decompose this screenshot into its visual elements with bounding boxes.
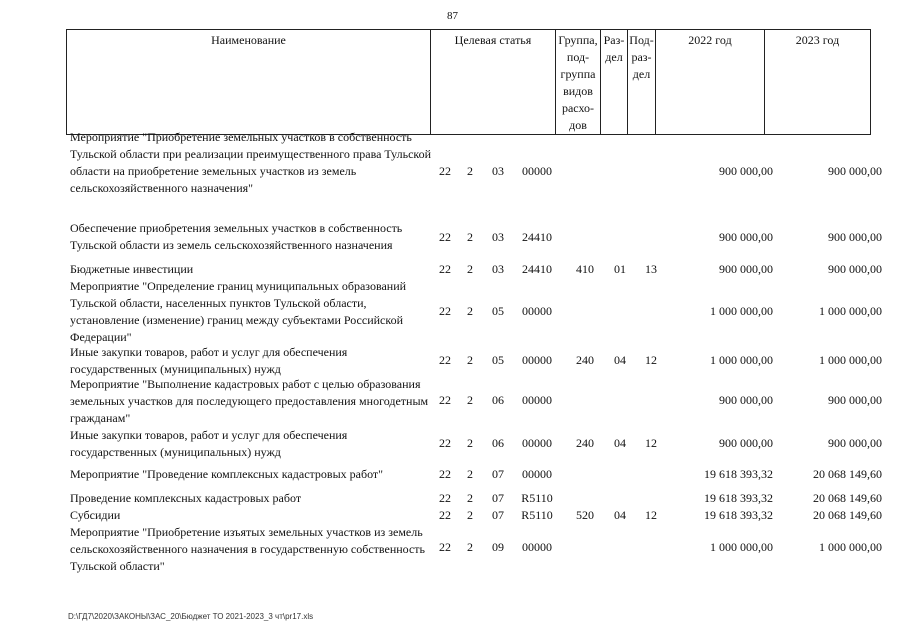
target-program: 22 <box>439 262 451 276</box>
target-program: 22 <box>439 164 451 178</box>
target-subprogram: 2 <box>467 467 473 481</box>
target-event: 06 <box>492 393 504 407</box>
target-direction: R5110 <box>521 508 553 522</box>
row-name: Иные закупки товаров, работ и услуг для обеспечения государственных (муниципальных) нужд <box>70 428 348 459</box>
row-name: Мероприятие "Приобретение земельных участков в собственность Тульской области при реализации преимущественного права Тульской области на приобретение земельных участков из земель сельскохозяйственного назначения" <box>70 130 432 195</box>
target-event: 06 <box>492 436 504 450</box>
amount-2022: 900 000,00 <box>719 436 773 450</box>
section-code: 01 <box>614 262 626 276</box>
subsection-code: 12 <box>645 436 657 450</box>
target-event: 07 <box>492 467 504 481</box>
amount-2023: 900 000,00 <box>828 164 882 178</box>
target-program: 22 <box>439 508 451 522</box>
header-target-article: Целевая статья <box>431 30 556 135</box>
subsection-code: 12 <box>645 508 657 522</box>
expense-group: 240 <box>576 436 594 450</box>
amount-2023: 1 000 000,00 <box>819 304 882 318</box>
amount-2022: 19 618 393,32 <box>704 508 773 522</box>
target-subprogram: 2 <box>467 393 473 407</box>
row-name: Мероприятие "Выполнение кадастровых работ с целью образования земельных участков для последующего предоставления многодетным гражданам" <box>70 377 429 425</box>
target-program: 22 <box>439 491 451 505</box>
target-subprogram: 2 <box>467 508 473 522</box>
target-direction: 24410 <box>522 230 552 244</box>
target-direction: 00000 <box>522 467 552 481</box>
target-event: 03 <box>492 262 504 276</box>
header-subsection: Под-раз-дел <box>628 30 656 135</box>
target-direction: 00000 <box>522 304 552 318</box>
target-program: 22 <box>439 540 451 554</box>
amount-2023: 20 068 149,60 <box>813 467 882 481</box>
header-year-2023: 2023 год <box>765 30 871 135</box>
target-direction: 00000 <box>522 436 552 450</box>
target-subprogram: 2 <box>467 230 473 244</box>
row-name: Иные закупки товаров, работ и услуг для обеспечения государственных (муниципальных) нужд <box>70 345 348 376</box>
expense-group: 240 <box>576 353 594 367</box>
target-subprogram: 2 <box>467 491 473 505</box>
file-path-footer: D:\ГД7\2020\ЗАКОНЫ\ЗАС_20\Бюджет ТО 2021-2023_3 чт\pr17.xls <box>68 612 314 621</box>
target-program: 22 <box>439 304 451 318</box>
amount-2023: 900 000,00 <box>828 436 882 450</box>
amount-2022: 19 618 393,32 <box>704 467 773 481</box>
section-code: 04 <box>614 353 626 367</box>
row-name: Мероприятие "Приобретение изъятых земельных участков из земель сельскохозяйственного назначения в государственную собственность Тульской области" <box>70 525 426 573</box>
amount-2023: 900 000,00 <box>828 262 882 276</box>
target-program: 22 <box>439 393 451 407</box>
target-program: 22 <box>439 467 451 481</box>
target-program: 22 <box>439 436 451 450</box>
target-subprogram: 2 <box>467 540 473 554</box>
section-code: 04 <box>614 508 626 522</box>
row-name: Обеспечение приобретения земельных участков в собственность Тульской области из земель сельскохозяйственного назначения <box>70 221 403 252</box>
expense-group: 410 <box>576 262 594 276</box>
target-subprogram: 2 <box>467 164 473 178</box>
target-event: 05 <box>492 353 504 367</box>
row-name: Субсидии <box>70 508 121 522</box>
target-event: 07 <box>492 508 504 522</box>
amount-2022: 19 618 393,32 <box>704 491 773 505</box>
subsection-code: 13 <box>645 262 657 276</box>
target-program: 22 <box>439 353 451 367</box>
target-subprogram: 2 <box>467 262 473 276</box>
amount-2022: 1 000 000,00 <box>710 540 773 554</box>
target-direction: 00000 <box>522 393 552 407</box>
expense-group: 520 <box>576 508 594 522</box>
amount-2023: 1 000 000,00 <box>819 540 882 554</box>
amount-2023: 1 000 000,00 <box>819 353 882 367</box>
row-name: Мероприятие "Проведение комплексных кадастровых работ" <box>70 467 384 481</box>
target-direction: 00000 <box>522 540 552 554</box>
header-expense-group: Группа, под-группа видов расхо-дов <box>556 30 601 135</box>
target-direction: 00000 <box>522 164 552 178</box>
target-direction: R5110 <box>521 491 553 505</box>
amount-2022: 900 000,00 <box>719 164 773 178</box>
row-name: Мероприятие "Определение границ муниципальных образований Тульской области, населенных пунктов Тульской области, установление (изменение) границ между субъектами Российской Федерации" <box>70 279 407 344</box>
subsection-code: 12 <box>645 353 657 367</box>
target-subprogram: 2 <box>467 436 473 450</box>
target-event: 05 <box>492 304 504 318</box>
amount-2022: 900 000,00 <box>719 230 773 244</box>
section-code: 04 <box>614 436 626 450</box>
target-direction: 24410 <box>522 262 552 276</box>
amount-2023: 900 000,00 <box>828 230 882 244</box>
row-name: Проведение комплексных кадастровых работ <box>70 491 302 505</box>
target-event: 03 <box>492 230 504 244</box>
target-event: 03 <box>492 164 504 178</box>
amount-2022: 1 000 000,00 <box>710 304 773 318</box>
page-number: 87 <box>447 10 458 22</box>
target-program: 22 <box>439 230 451 244</box>
target-event: 07 <box>492 491 504 505</box>
header-section: Раз-дел <box>601 30 628 135</box>
header-year-2022: 2022 год <box>656 30 765 135</box>
amount-2022: 900 000,00 <box>719 393 773 407</box>
target-direction: 00000 <box>522 353 552 367</box>
row-name: Бюджетные инвестиции <box>70 262 194 276</box>
target-subprogram: 2 <box>467 353 473 367</box>
amount-2022: 900 000,00 <box>719 262 773 276</box>
amount-2022: 1 000 000,00 <box>710 353 773 367</box>
header-name: Наименование <box>67 30 431 135</box>
amount-2023: 900 000,00 <box>828 393 882 407</box>
target-event: 09 <box>492 540 504 554</box>
amount-2023: 20 068 149,60 <box>813 508 882 522</box>
amount-2023: 20 068 149,60 <box>813 491 882 505</box>
target-subprogram: 2 <box>467 304 473 318</box>
